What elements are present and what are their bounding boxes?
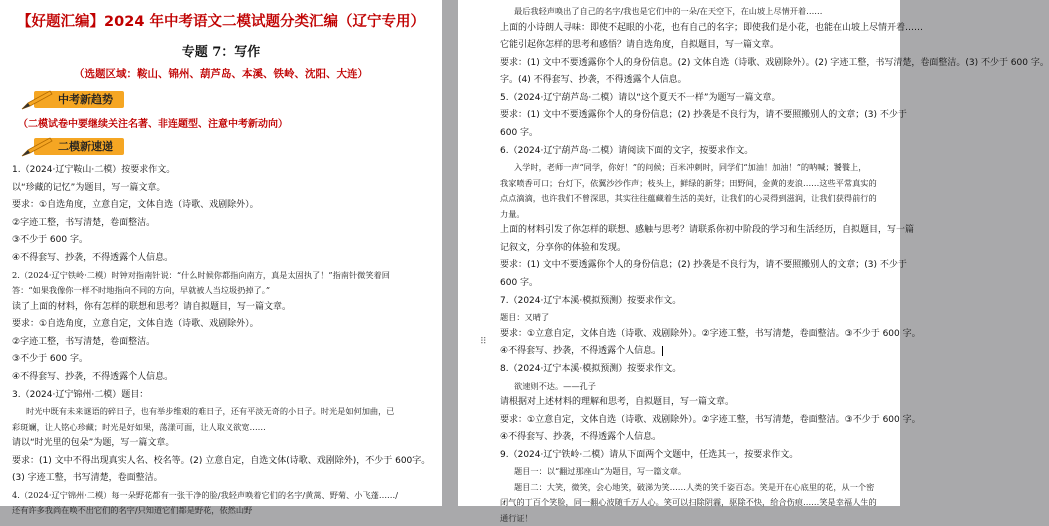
document-title: 【好题汇编】2024 年中考语文二模试题分类汇编（辽宁专用） — [17, 14, 425, 30]
text-line: 7.（2024·辽宁本溪·模拟预测）按要求作文。 — [500, 295, 682, 306]
text-line: ③不少于 600 字。 — [12, 354, 88, 365]
text-line: ④不得套写、抄袭，不得透露个人信息。 — [12, 252, 174, 263]
banner-trend — [20, 89, 430, 111]
left-body — [12, 162, 430, 519]
text-line-content: ④不得套写、抄袭，不得透露个人信息。 — [500, 346, 662, 357]
text-line: ②字迹工整，书写清楚，卷面整洁。 — [12, 217, 156, 228]
text-line: 读了上面的材料，你有怎样的联想和思考？请自拟题目，写一篇文章。 — [12, 301, 292, 312]
text-line: 要求：(1) 文中不要透露你个人的身份信息。(2) 文体自选（诗歌、戏剧除外）。(2) 字迹工整，书写清楚，卷面整洁。(3) 不少于 600 字。 — [500, 57, 1049, 68]
move-handle-icon[interactable]: ⠿ — [480, 337, 487, 347]
text-line: 欲速则不达。——孔子 — [514, 380, 596, 391]
text-line: 上面的材料引发了你怎样的联想、感触与思考？请联系你初中阶段的学习和生活经历，自拟题目，写一篇 — [500, 225, 915, 236]
text-line: 题目二：大笑，微笑，会心地笑，破涕为笑……人类的笑千姿百态。笑是开在心底里的花，从一个密 — [514, 481, 875, 492]
text-line: 彩斑斓，让人铭心珍藏；时光是好如果，荡漾可面，让人取义欲宽…… — [12, 421, 266, 432]
text-line: 600 字。 — [500, 128, 539, 139]
text-line: 600 字。 — [500, 278, 539, 289]
text-line: 题目：又晴了 — [500, 312, 550, 323]
text-line: 字。(4) 不得套写、抄袭，不得透露个人信息。 — [500, 75, 687, 86]
banner-express — [20, 136, 430, 158]
text-line: 还有许多我尚在唤不出它们的名字/只知道它们都是野花，依然山野 — [12, 505, 253, 516]
text-line: 要求：(1) 文中不要透露你个人的身份信息；(2) 抄袭是不良行为，请不要照搬别人的文章；(3) 不少于 — [500, 260, 907, 271]
text-line: 最后我轻声唤出了自己的名字/我也是它们中的一朵/在天空下，在山坡上尽情开着…… — [514, 6, 823, 16]
pencil-icon — [20, 89, 54, 111]
text-line: 6.（2024·辽宁葫芦岛·二模）请阅读下面的文字，按要求作文。 — [500, 145, 754, 156]
text-line: 要求：①立意自定，文体自选（诗歌、戏剧除外）。②字迹工整，书写清楚，卷面整洁。③不少于 600 字。 — [500, 414, 921, 425]
text-line: 以“珍藏的记忆”为题目，写一篇文章。 — [12, 182, 166, 193]
text-line[interactable] — [500, 343, 890, 361]
text-line: 时光中既有未来谜语的碎日子，也有举步维艰的难日子，还有平淡无奇的小日子。时光是如何加曲，已 — [26, 406, 395, 417]
text-line: 要求：①自选角度，立意自定，文体自选（诗歌、戏剧除外）。 — [12, 319, 259, 330]
text-line: 要求：①自选角度，立意自定，文体自选（诗歌、戏剧除外）。 — [12, 200, 259, 211]
text-line: ④不得套写、抄袭，不得透露个人信息。 — [12, 371, 174, 382]
banner-trend-label: 中考新趋势 — [58, 93, 113, 106]
text-line: 它能引起你怎样的思考和感悟？请自选角度，自拟题目，写一篇文章。 — [500, 40, 780, 51]
text-line: 3.（2024·辽宁锦州·二模）题目： — [12, 389, 149, 400]
text-line: 9.（2024·辽宁铁岭·二模）请从下面两个文题中，任选其一，按要求作文。 — [500, 449, 799, 460]
text-line: 8.（2024·辽宁本溪·模拟预测）按要求作文。 — [500, 363, 682, 374]
text-line: 上面的小诗朗人寻味：即使不起眼的小花，也有自己的名字；即使我们是小花，也能在山坡上尽情开着…… — [500, 22, 924, 33]
trend-note: （二模试卷中要继续关注名著、非连题型、注意中考新动向） — [18, 119, 288, 130]
text-line: 请以“时光里的包朵”为题，写一篇文章。 — [12, 438, 175, 449]
text-line: 要求：(1) 文中不得出现真实人名、校名等。(2) 立意自定，自选文体(诗歌、戏剧除外)，不少于 600字。 — [12, 455, 431, 466]
topic-heading: 专题 7：写作 — [181, 45, 261, 60]
text-line: 我家喷香可口；台灯下，依翼沙沙作声；枝头上，鲜绿的新芽；田野间，金黄的麦浪……这些平常真实的 — [500, 177, 877, 188]
text-line: 入学时，老师一声“同学，你好！”的问候；百米冲刺时，同学们“加油！加油！”的呐喊；饕餮上， — [514, 162, 867, 173]
text-line: 答：“如果我像你一样不时地指向不同的方向，早就被人当垃圾扔掉了。” — [12, 285, 271, 296]
text-line: 4.（2024·辽宁锦州·二模）每一朵野花都有一张干净的脸/我轻声唤着它们的名字/黄蒿、野菊、小飞蓬……/ — [12, 489, 399, 500]
region-note: （选题区域：鞍山、锦州、葫芦岛、本溪、铁岭、沈阳、大连） — [74, 68, 368, 80]
text-line: 力量。 — [500, 208, 525, 219]
text-line: 2.（2024·辽宁铁岭·二模）时钟对指南针说：“什么时候你都指向南方，真是太固执了！”指南针微笑着回 — [12, 269, 390, 280]
text-line: ②字迹工整，书写清楚，卷面整洁。 — [12, 336, 156, 347]
banner-express-label: 二模新速递 — [58, 140, 113, 153]
text-line: 点点滴滴，也许我们不曾深思，其实往往蕴藏着生活的美好，让我们的心灵得到滋润，让我们获得前行的 — [500, 193, 877, 204]
text-line: 闭气的丁百个笑脸，同一翻心波随千万人心。笑可以扫除阴霾，驱除不快，给合伤痕……笑是幸福人生的 — [500, 497, 877, 508]
text-line: ③不少于 600 字。 — [12, 235, 88, 246]
pencil-icon — [20, 136, 54, 158]
text-cursor — [662, 346, 663, 356]
text-line: ④不得套写、抄袭，不得透露个人信息。 — [500, 432, 662, 443]
document-page-right[interactable] — [458, 0, 1049, 523]
text-line: 请根据对上述材料的理解和思考，自拟题目，写一篇文章。 — [500, 397, 735, 407]
text-line: 5.（2024·辽宁葫芦岛·二模）请以“这个夏天不一样”为题写一篇文章。 — [500, 92, 781, 103]
text-line: 要求：①立意自定，文体自选（诗歌、戏剧除外）。②字迹工整，书写清楚，卷面整洁。③不少于 600 字。 — [500, 328, 921, 339]
page-gap — [442, 0, 458, 506]
text-line: (3) 字迹工整，书写清楚，卷面整洁。 — [12, 473, 163, 484]
text-line: 通行证！ — [500, 512, 533, 523]
text-line: 要求：(1) 文中不要透露你个人的身份信息；(2) 抄袭是不良行为，请不要照搬别人的文章；(3) 不少于 — [500, 110, 907, 121]
document-page-left — [0, 0, 442, 516]
text-line: 1.（2024·辽宁鞍山·二模）按要求作文。 — [12, 165, 176, 175]
text-line: 题目一：以“翻过那座山”为题目，写一篇文章。 — [514, 466, 687, 477]
text-line: 记叙文，分享你的体验和发现。 — [500, 242, 627, 253]
